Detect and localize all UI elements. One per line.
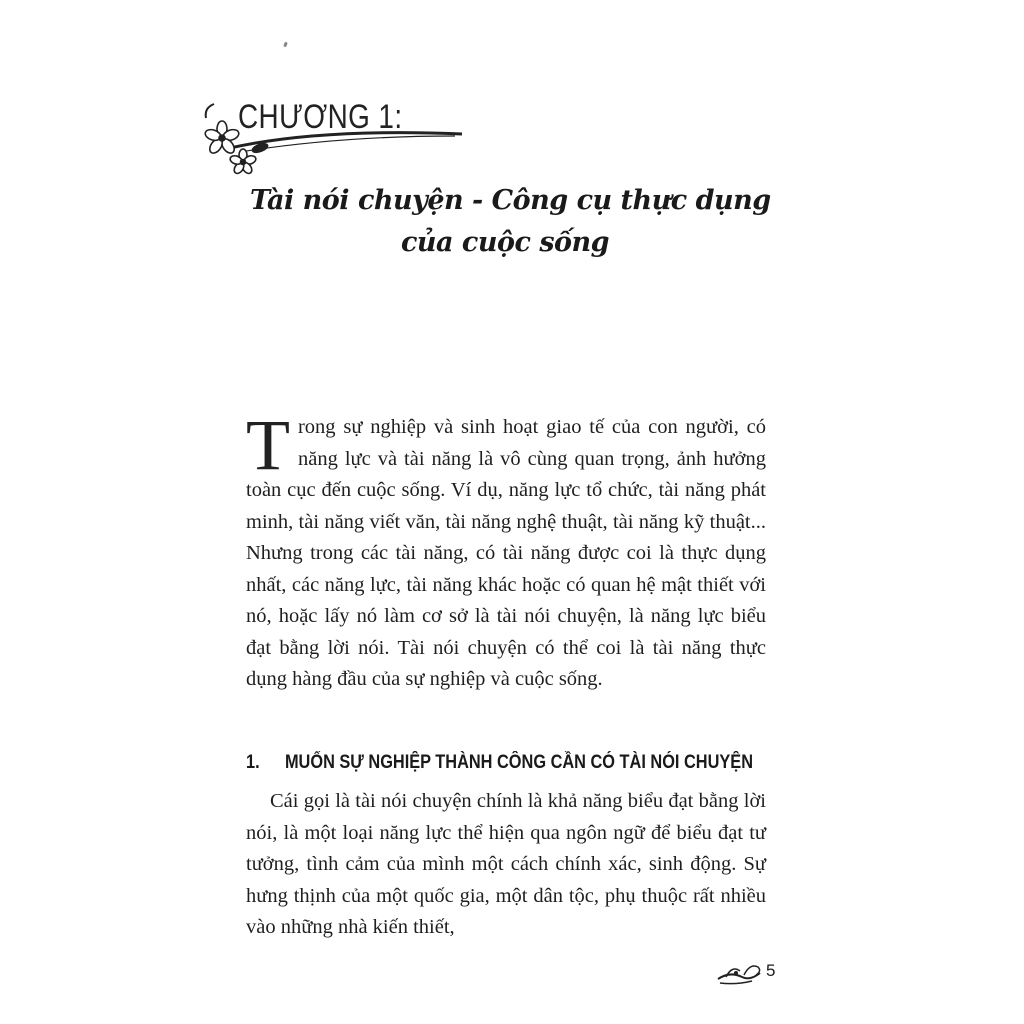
- page-footer: [716, 955, 796, 991]
- section-heading-text: MUỐN SỰ NGHIỆP THÀNH CÔNG CẦN CÓ TÀI NÓI CHUYỆN: [284, 752, 754, 773]
- flourish-ornament-icon: [716, 957, 766, 987]
- chapter-label: CHƯƠNG 1:: [238, 98, 403, 136]
- intro-text: rong sự nghiệp và sinh hoạt giao tế của con người, có năng lực và tài năng là vô cùng quan trọng, ảnh hưởng toàn cục đến cuộc sống. Ví dụ, năng lực tổ chức, tài năng phát minh, tài năng viết văn, tài năng nghệ thuật, tài năng kỹ thuật... Nhưng trong các tài năng, có tài năng được coi là thực dụng nhất, các năng lực, tài năng khác hoặc có quan hệ mật thiết với nó, hoặc lấy nó làm cơ sở là tài nói chuyện, là năng lực biểu đạt bằng lời nói. Tài nói chuyện có thể coi là tài năng thực dụng hàng đầu của sự nghiệp và cuộc sống.: [246, 416, 766, 690]
- section-heading: [246, 752, 754, 774]
- intro-paragraph: [246, 405, 766, 696]
- drop-cap: T: [246, 405, 290, 485]
- chapter-header: [200, 92, 480, 182]
- section-number: 1.: [246, 752, 260, 773]
- stray-ink-mark: [283, 42, 288, 48]
- chapter-title-line: của cuộc sống: [400, 227, 610, 258]
- section-paragraph: Cái gọi là tài nói chuyện chính là khả năng biểu đạt bằng lời nói, là một loại năng lực thể hiện qua ngôn ngữ để biểu đạt tư tưởng, tình cảm của mình một cách chính xác, sinh động. Sự hưng thịnh của một quốc gia, một dân tộc, phụ thuộc rất nhiều vào những nhà kiến thiết,: [246, 790, 766, 938]
- chapter-title-line: Tài nói chuyện - Công cụ thực dụng: [250, 185, 771, 216]
- chapter-title: [250, 180, 771, 264]
- page-number: 5: [766, 961, 776, 980]
